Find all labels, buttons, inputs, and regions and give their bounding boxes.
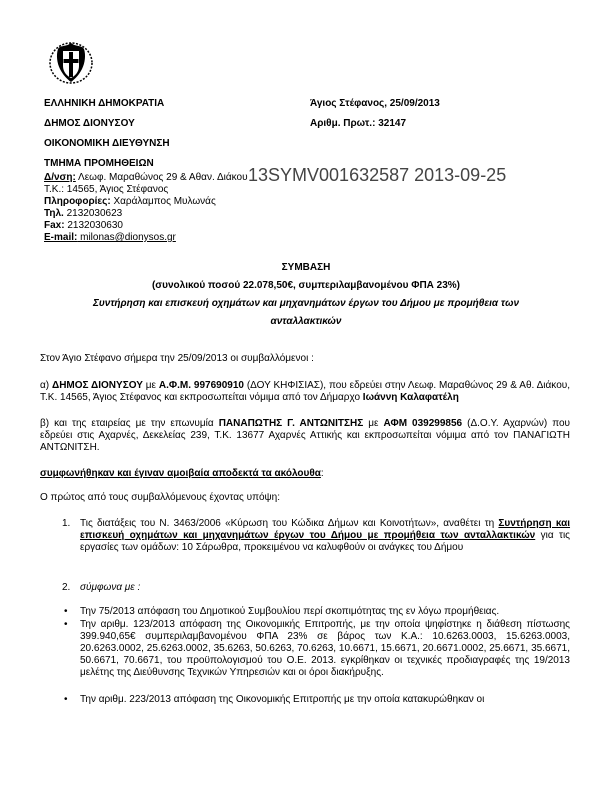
header-line-department: ΤΜΗΜΑ ΠΡΟΜΗΘΕΙΩΝ [44, 158, 154, 169]
header-left-block [44, 94, 170, 174]
item1-text-b: για τις εργασίες των ομάδων: 10 Σάρωθρα, προκειμένου να καλυφθούν οι ανάγκες του Δήμου [80, 530, 570, 553]
fax-label: Fax: [44, 220, 65, 231]
party-b-afm: ΑΦΜ 039299856 [383, 418, 463, 429]
bullet3-marker: • [64, 694, 68, 705]
item2-number: 2. [62, 582, 71, 593]
party-a-mid: με [142, 380, 159, 391]
tel-label: Τηλ. [44, 208, 64, 219]
fax-value: 2132030630 [64, 220, 123, 231]
bullet2-marker: • [64, 619, 68, 630]
protocol-number: Αριθμ. Πρωτ.: 32147 [310, 118, 407, 129]
party-b-paragraph [40, 418, 570, 454]
address-label: Δ/νση: [44, 172, 76, 183]
title-contract: ΣΥΜΒΑΣΗ [281, 262, 331, 273]
party-b-prefix: β) και της εταιρείας με την επωνυμία [40, 418, 219, 429]
agreed-text: συμφωνήθηκαν και έγιναν αμοιβαία αποδεκτά τα ακόλουθα [40, 468, 321, 479]
header-line-directorate: ΟΙΚΟΝΟΜΙΚΗ ΔΙΕΥΘΥΝΣΗ [44, 138, 170, 149]
item1-text-a: Τις διατάξεις του Ν. 3463/2006 «Κύρωση του Κώδικα Δήμων και Κοινοτήτων», αναθέτει τη [80, 518, 499, 529]
bullet2-text: Την αριθμ. 123/2013 απόφαση της Οικονομικής Επιτροπής, με την οποία ψηφίστηκε η διάθεση πίστωσης 399.940,65€ συμπεριλαμβανομένου ΦΠΑ 23% σε βάρος των Κ.Α.: 10.6263.0003, 15.6263.0003, 20.6263.0002, 25.6263.0002, 35.6263, 50.6263, 70.6263, 10.6671, 15.6671, 20.6671.0002, 25.6671, 35.6671, 50.6671, 70.6671, του προϋπολογισμού του Ο.Ε. 2013. εγκρίθηκαν οι τεχνικές προδιαγραφές της 19/2013 μελέτης της Διεύθυνσης Τεχνικών Υπηρεσιών και οι όροι διακήρυξης. [80, 619, 570, 678]
header-line-republic: ΕΛΛΗΝΙΚΗ ΔΗΜΟΚΡΑΤΙΑ [44, 98, 165, 109]
agreed-line [40, 468, 570, 480]
party-b-name: ΠΑΝΑΠΩΤΗΣ Γ. ΑΝΤΩΝΙΤΣΗΣ [218, 418, 364, 429]
item2-text: σύμφωνα με : [80, 582, 141, 593]
title-subject-line1: Συντήρηση και επισκευή οχημάτων και μηχανημάτων έργων του Δήμου με προμήθεια των [92, 298, 520, 309]
tel-value: 2132030623 [63, 208, 123, 219]
title-amount: (συνολικού ποσού 22.078,50€, συμπεριλαμβανομένου ΦΠΑ 23%) [151, 280, 461, 291]
contact-block [44, 172, 248, 244]
party-a-mayor: Ιωάννη Καλαφατέλη [362, 392, 459, 403]
email-label: E-mail: [44, 232, 78, 243]
bullet1-text: Την 75/2013 απόφαση του Δημοτικού Συμβουλίου περί σκοπιμότητας της εν λόγω προμήθειας. [80, 606, 500, 617]
coat-of-arms-emblem [48, 39, 94, 85]
info-value: Χαράλαμπος Μυλωνάς [110, 196, 216, 207]
item1-number: 1. [62, 518, 71, 529]
address-value: Λεωφ. Μαραθώνος 29 & Αθαν. Διάκου [75, 172, 248, 183]
first-party-line: Ο πρώτος από τους συμβαλλόμενους έχοντας υπόψη: [40, 492, 281, 503]
ada-stamp: 13SYMV001632587 2013-09-25 [248, 165, 507, 185]
party-b-mid: με [363, 418, 384, 429]
header-right-block [310, 94, 440, 134]
party-a-afm: Α.Φ.Μ. 997690910 [158, 380, 244, 391]
postal-code: Τ.Κ.: 14565, Άγιος Στέφανος [44, 184, 169, 195]
party-a-paragraph [40, 380, 570, 404]
info-label: Πληροφορίες: [44, 196, 111, 207]
party-a-name: ΔΗΜΟΣ ΔΙΟΝΥΣΟΥ [52, 380, 143, 391]
bullet1-marker: • [64, 606, 68, 617]
header-line-municipality: ΔΗΜΟΣ ΔΙΟΝΥΣΟΥ [44, 118, 135, 129]
item1-subject: Συντήρηση και επισκευή οχημάτων και μηχανημάτων έργων του Δήμου με προμήθεια των ανταλλακτικών [80, 518, 571, 541]
party-a-prefix: α) [40, 380, 53, 391]
intro-paragraph: Στον Άγιο Στέφανο σήμερα την 25/09/2013 οι συμβαλλόμενοι : [40, 353, 314, 364]
party-a-details: (ΔΟΥ ΚΗΦΙΣΙΑΣ), που εδρεύει στην Λεωφ. Μαραθώνος 29 & Αθ. Διάκου, Τ.Κ. 14565, Άγιος Στέφανος και εκπροσωπείται νόμιμα από τον Δήμαρχο [40, 380, 570, 403]
agreed-colon: : [320, 468, 324, 479]
party-b-details: (Δ.Ο.Υ. Αχαρνών) που εδρεύει στις Αχαρνές, Δεκελείας 239, Τ.Κ. 13677 Αχαρνές Αττικής και εκπροσωπείται νόμιμα από τον ΠΑΝΑΓΙΩΤΗ ΑΝΤΩΝΙΤΣΗ. [40, 418, 571, 453]
email-link[interactable]: milonas@dionysos.gr [77, 232, 176, 243]
item1-text [80, 518, 570, 554]
place-date: Άγιος Στέφανος, 25/09/2013 [310, 98, 440, 109]
title-subject-line2: ανταλλακτικών [270, 316, 342, 327]
bullet3-text: Την αριθμ. 223/2013 απόφαση της Οικονομικής Επιτροπής με την οποία κατακυρώθηκαν οι [80, 694, 485, 705]
